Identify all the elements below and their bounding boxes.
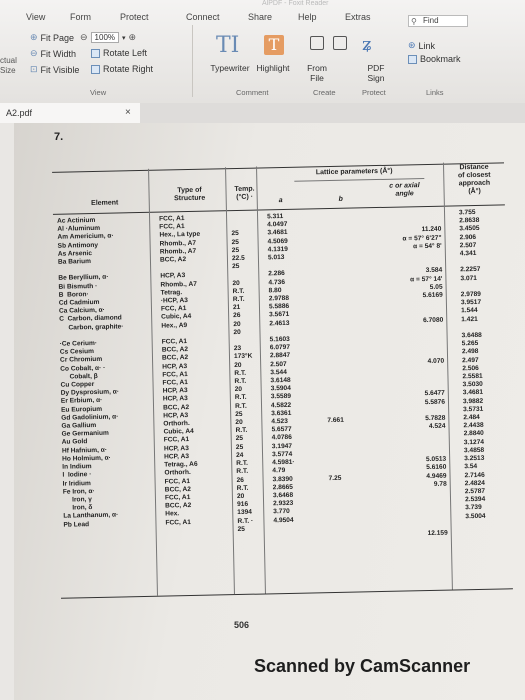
link-button[interactable]: [408, 40, 435, 51]
menu-extras[interactable]: Extras: [345, 12, 371, 22]
rotate-right-icon: [91, 65, 100, 74]
a-parameter-column: 5.311 4.0497 3.4681 4.5069 4.1319 5.013 2.286 4.736 8.80 2.9788 5.5886 3.5671 2.4613 5.1603 6.0797 2.8847 2.507 3.544 3.6148 3.5904 3.5589 4.5822 3.6361 4.523 5.6577 4.0786 3.1947 3.5774 4.5981· 4.79 3.8390 2.8665 3.6468 2.9323 3.770 4.9504: [266, 213, 295, 524]
bookmark-icon: [408, 55, 417, 64]
tab-label: A2.pdf: [6, 108, 33, 118]
zoom-value[interactable]: 100%: [91, 32, 119, 43]
header-lattice: Lattice parameters (Å°): [315, 167, 393, 177]
distance-column: 3.755 2.8638 3.4505 2.906 2.507 4.341 2.2257 3.071 2.9789 3.9517 1.544 1.421 3.6488 5.265 2.498 2.497 2.506 2.5581 3.5030 3.4681 3.9882 3.5731 2.484 2.4438 2.8840 3.1274 3.4858 3.2513 3.54 2.7146 2.4824 2.5787 2.5394 3.739 3.5004: [458, 208, 486, 520]
fit-width-icon: ⊖: [30, 48, 38, 58]
find-label: Find: [423, 16, 439, 25]
pdf-sign-button[interactable]: PDF Sign: [367, 63, 385, 83]
zoom-in-icon: ⊕: [128, 32, 137, 42]
bookmark-label: Bookmark: [420, 54, 461, 64]
header-element: Element: [91, 199, 119, 208]
fit-width-label: Fit Width: [40, 48, 77, 59]
tab-a2-pdf[interactable]: [0, 103, 140, 123]
temperature-column: 25 25 25 22.5 25 20 R.T. R.T. 21 26 20 20 23 173°K 20 R.T. R.T. 20 R.T. R.T. 25 20 R.T. 25 25 24 R.T. R.T. 26 R.T. 20 916 1394 R.T. · 25: [231, 214, 254, 533]
typewriter-icon[interactable]: TI: [216, 33, 240, 58]
table-rule: [61, 588, 513, 598]
actual-size-label-2[interactable]: Size: [0, 66, 16, 75]
typewriter-button[interactable]: Typewriter: [210, 63, 250, 73]
c-parameter-column: 11.240 α = 57° 6'27" α = 54° 8' 3.584 α = 57° 14' 5.05 5.6169 6.7080 4.070 5.6477 5.5876 5.7828 4.524 5.0513 5.6160 4.9469 9.78 12.159: [402, 209, 448, 537]
chevron-down-icon: ▾: [122, 34, 126, 42]
fit-page-button[interactable]: [30, 32, 74, 43]
bookmark-button[interactable]: [408, 54, 461, 64]
find-input[interactable]: [408, 15, 468, 27]
b-parameter-column: 7.661 7.25: [322, 212, 344, 482]
menu-protect[interactable]: Protect: [120, 12, 149, 22]
header-temp: Temp. (°C) ·: [234, 185, 255, 201]
lattice-table: [44, 158, 519, 608]
question-number: 7.: [54, 131, 64, 143]
menu-share[interactable]: Share: [248, 12, 273, 22]
fit-visible-label: Fit Visible: [40, 64, 80, 75]
rotate-left-label: Rotate Left: [103, 48, 148, 58]
header-type: Type of Structure: [174, 186, 206, 203]
highlight-icon[interactable]: T: [264, 35, 284, 55]
view-group-label: View: [90, 88, 107, 97]
document-tab-bar: [0, 103, 525, 123]
table-rule: [52, 162, 504, 172]
link-label: Link: [418, 40, 436, 51]
table-rule: [294, 178, 424, 182]
structure-column: FCC, A1 FCC, A1 Hex., La type Rhomb., A7 Rhomb., A7 BCC, A2 HCP, A3 Rhomb., A7 Tetrag. ·HCP, A3 FCC, A1 Cubic, A4 Hex., A9 FCC, A1 BCC, A2 BCC, A2 HCP, A3 FCC, A1 FCC, A1 HCP, A3 HCP, A3 BCC, A2 HCP, A3 Orthorh. Cubic, A4 FCC, A1 HCP, A3 HCP, A3 Tetrag., A6 Orthorh. FCC, A1 BCC, A2 FCC, A1 BCC, A2 Hex. FCC, A1: [159, 215, 201, 527]
app-title: AlPDF - Foxit Reader: [262, 0, 329, 7]
header-c: c or axial angle: [389, 182, 420, 198]
ribbon-toolbar: [0, 0, 525, 103]
pdf-sign-icon[interactable]: ʑ: [362, 34, 373, 55]
header-a: a: [278, 197, 283, 205]
search-icon: ⚲: [411, 17, 417, 26]
links-group-label: Links: [426, 88, 444, 97]
create-pdf-icon: [310, 36, 324, 50]
menu-help[interactable]: Help: [298, 12, 317, 22]
fit-page-label: Fit Page: [40, 32, 75, 43]
create-group-label: Create: [313, 88, 336, 97]
menu-form[interactable]: Form: [70, 12, 91, 22]
close-icon[interactable]: ×: [125, 107, 131, 118]
comment-group-label: Comment: [236, 88, 269, 97]
from-file-button[interactable]: From File: [307, 63, 327, 83]
ribbon-separator: [192, 25, 193, 97]
header-distance: Distance of closest approach (Å°): [457, 163, 491, 196]
pdf-page: [14, 123, 525, 700]
camscanner-watermark: Scanned by CamScanner: [254, 656, 471, 676]
fit-width-button[interactable]: [30, 48, 76, 59]
combine-files-icon: [333, 36, 347, 50]
rotate-left-icon: [91, 49, 100, 58]
highlight-button[interactable]: Highlight: [256, 63, 290, 73]
zoom-out-icon: ⊖: [80, 32, 88, 42]
page-number: 506: [234, 620, 250, 630]
fit-page-icon: ⊕: [30, 32, 38, 42]
link-icon: ⊛: [408, 40, 416, 50]
menu-view[interactable]: View: [26, 12, 46, 22]
rotate-right-label: Rotate Right: [103, 64, 154, 74]
table-column-line: [256, 167, 266, 594]
menu-connect[interactable]: Connect: [186, 12, 220, 22]
fit-visible-button[interactable]: [30, 64, 79, 75]
document-viewport[interactable]: [0, 123, 525, 700]
rotate-left-button[interactable]: [91, 48, 147, 58]
fit-visible-icon: ⊡: [30, 64, 38, 74]
protect-group-label: Protect: [362, 88, 386, 97]
element-column: Ac Actinium Al ·Aluminum Am Americium, α· Sb Antimony As Arsenic Ba Barium Be Beryllium, α· Bi Bismuth · B Boron· Cd Cadmium Ca Calcium, α· C Carbon, diamond Carbon, graphite· ·Ce Cerium· Cs Cesium Cr Chromium Co Cobalt, α· · Cobalt, β Cu Copper Dy Dysprosium, α· Er Erbium, α· Eu Europium Gd Gadolinium, α· Ga Gallium Ge Germanium Au Gold Hf Hafnium, α· Ho Holmium, α· In Indium I Iodine · Ir Iridium Fe Iron, α· Iron, γ Iron, δ La Lanthanum, α· Pb Lead: [57, 216, 124, 529]
rotate-right-button[interactable]: [91, 64, 153, 74]
header-b: b: [338, 195, 343, 203]
zoom-select[interactable]: [80, 32, 136, 43]
actual-size-label[interactable]: ctual: [0, 56, 17, 65]
